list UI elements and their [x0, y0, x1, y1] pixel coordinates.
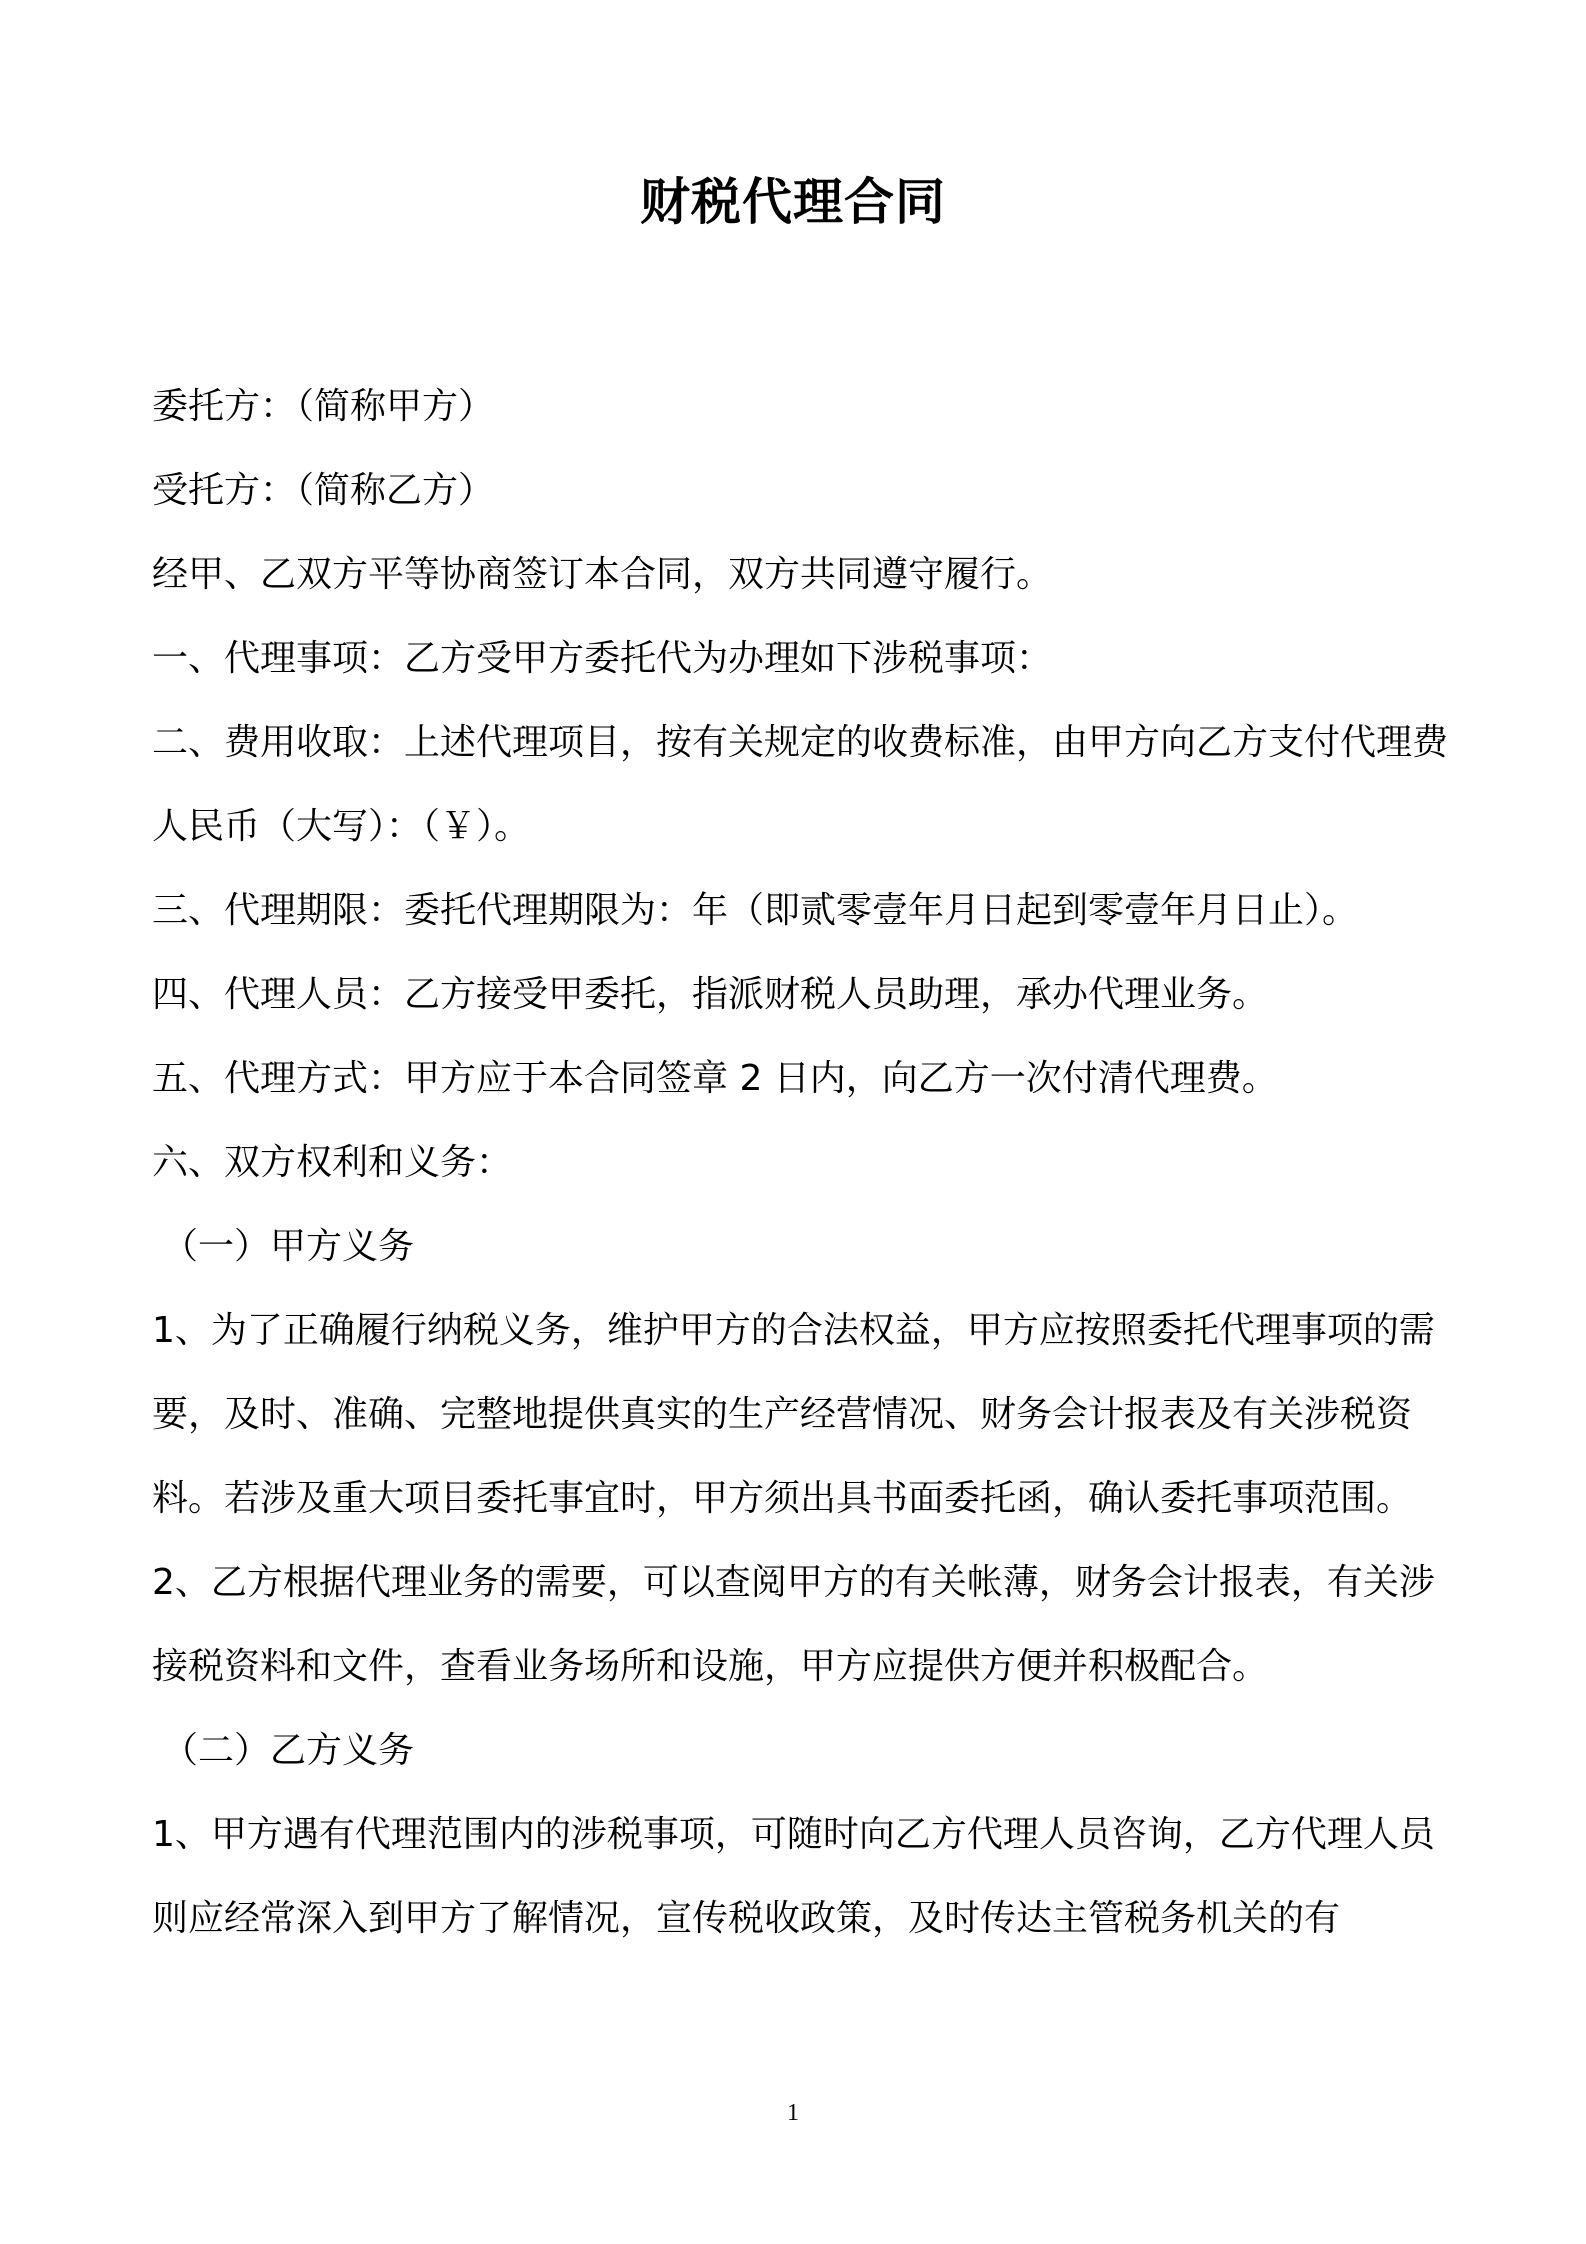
- section-party-b-obligations: （二）乙方义务: [162, 1730, 415, 1771]
- clause-6-rights-obligations: 六、双方权利和义务：: [152, 1142, 513, 1183]
- clause-4-personnel: 四、代理人员：乙方接受甲委托，指派财税人员助理，承办代理业务。: [152, 974, 1269, 1015]
- section-party-a-obligations: （一）甲方义务: [162, 1226, 415, 1267]
- party-b-obligation-1: 1、甲方遇有代理范围内的涉税事项，可随时向乙方代理人员咨询，乙方代理人员则应经常深入到甲方了解情况，宣传税收政策，及时传达主管税务机关的有: [152, 1814, 1435, 1939]
- clause-5-payment-method: 五、代理方式：甲方应于本合同签章 2 日内，向乙方一次付清代理费。: [152, 1058, 1278, 1099]
- paragraph-agent: 受托方：（简称乙方）: [152, 470, 495, 511]
- paragraph-client: 委托方：（简称甲方）: [152, 386, 495, 427]
- page-number: 1: [787, 2100, 799, 2126]
- document-title: 财税代理合同: [640, 173, 946, 231]
- clause-3-term: 三、代理期限：委托代理期限为：年（即贰零壹年月日起到零壹年月日止）。: [152, 890, 1359, 931]
- clause-2-fees: 二、费用收取：上述代理项目，按有关规定的收费标准，由甲方向乙方支付代理费人民币（大写）：（￥）。: [152, 722, 1449, 847]
- party-a-obligation-1: 1、为了正确履行纳税义务，维护甲方的合法权益，甲方应按照委托代理事项的需要，及时、准确、完整地提供真实的生产经营情况、财务会计报表及有关涉税资料。若涉及重大项目委托事宜时，甲方须出具书面委托函，确认委托事项范围。: [152, 1310, 1435, 1519]
- clause-1-agency-matters: 一、代理事项：乙方受甲方委托代为办理如下涉税事项：: [152, 638, 1053, 679]
- document-body: [152, 365, 1452, 1961]
- party-a-obligation-2: 2、乙方根据代理业务的需要，可以查阅甲方的有关帐薄，财务会计报表，有关涉接税资料和文件，查看业务场所和设施，甲方应提供方便并积极配合。: [152, 1562, 1435, 1687]
- paragraph-preamble: 经甲、乙双方平等协商签订本合同，双方共同遵守履行。: [152, 554, 1053, 595]
